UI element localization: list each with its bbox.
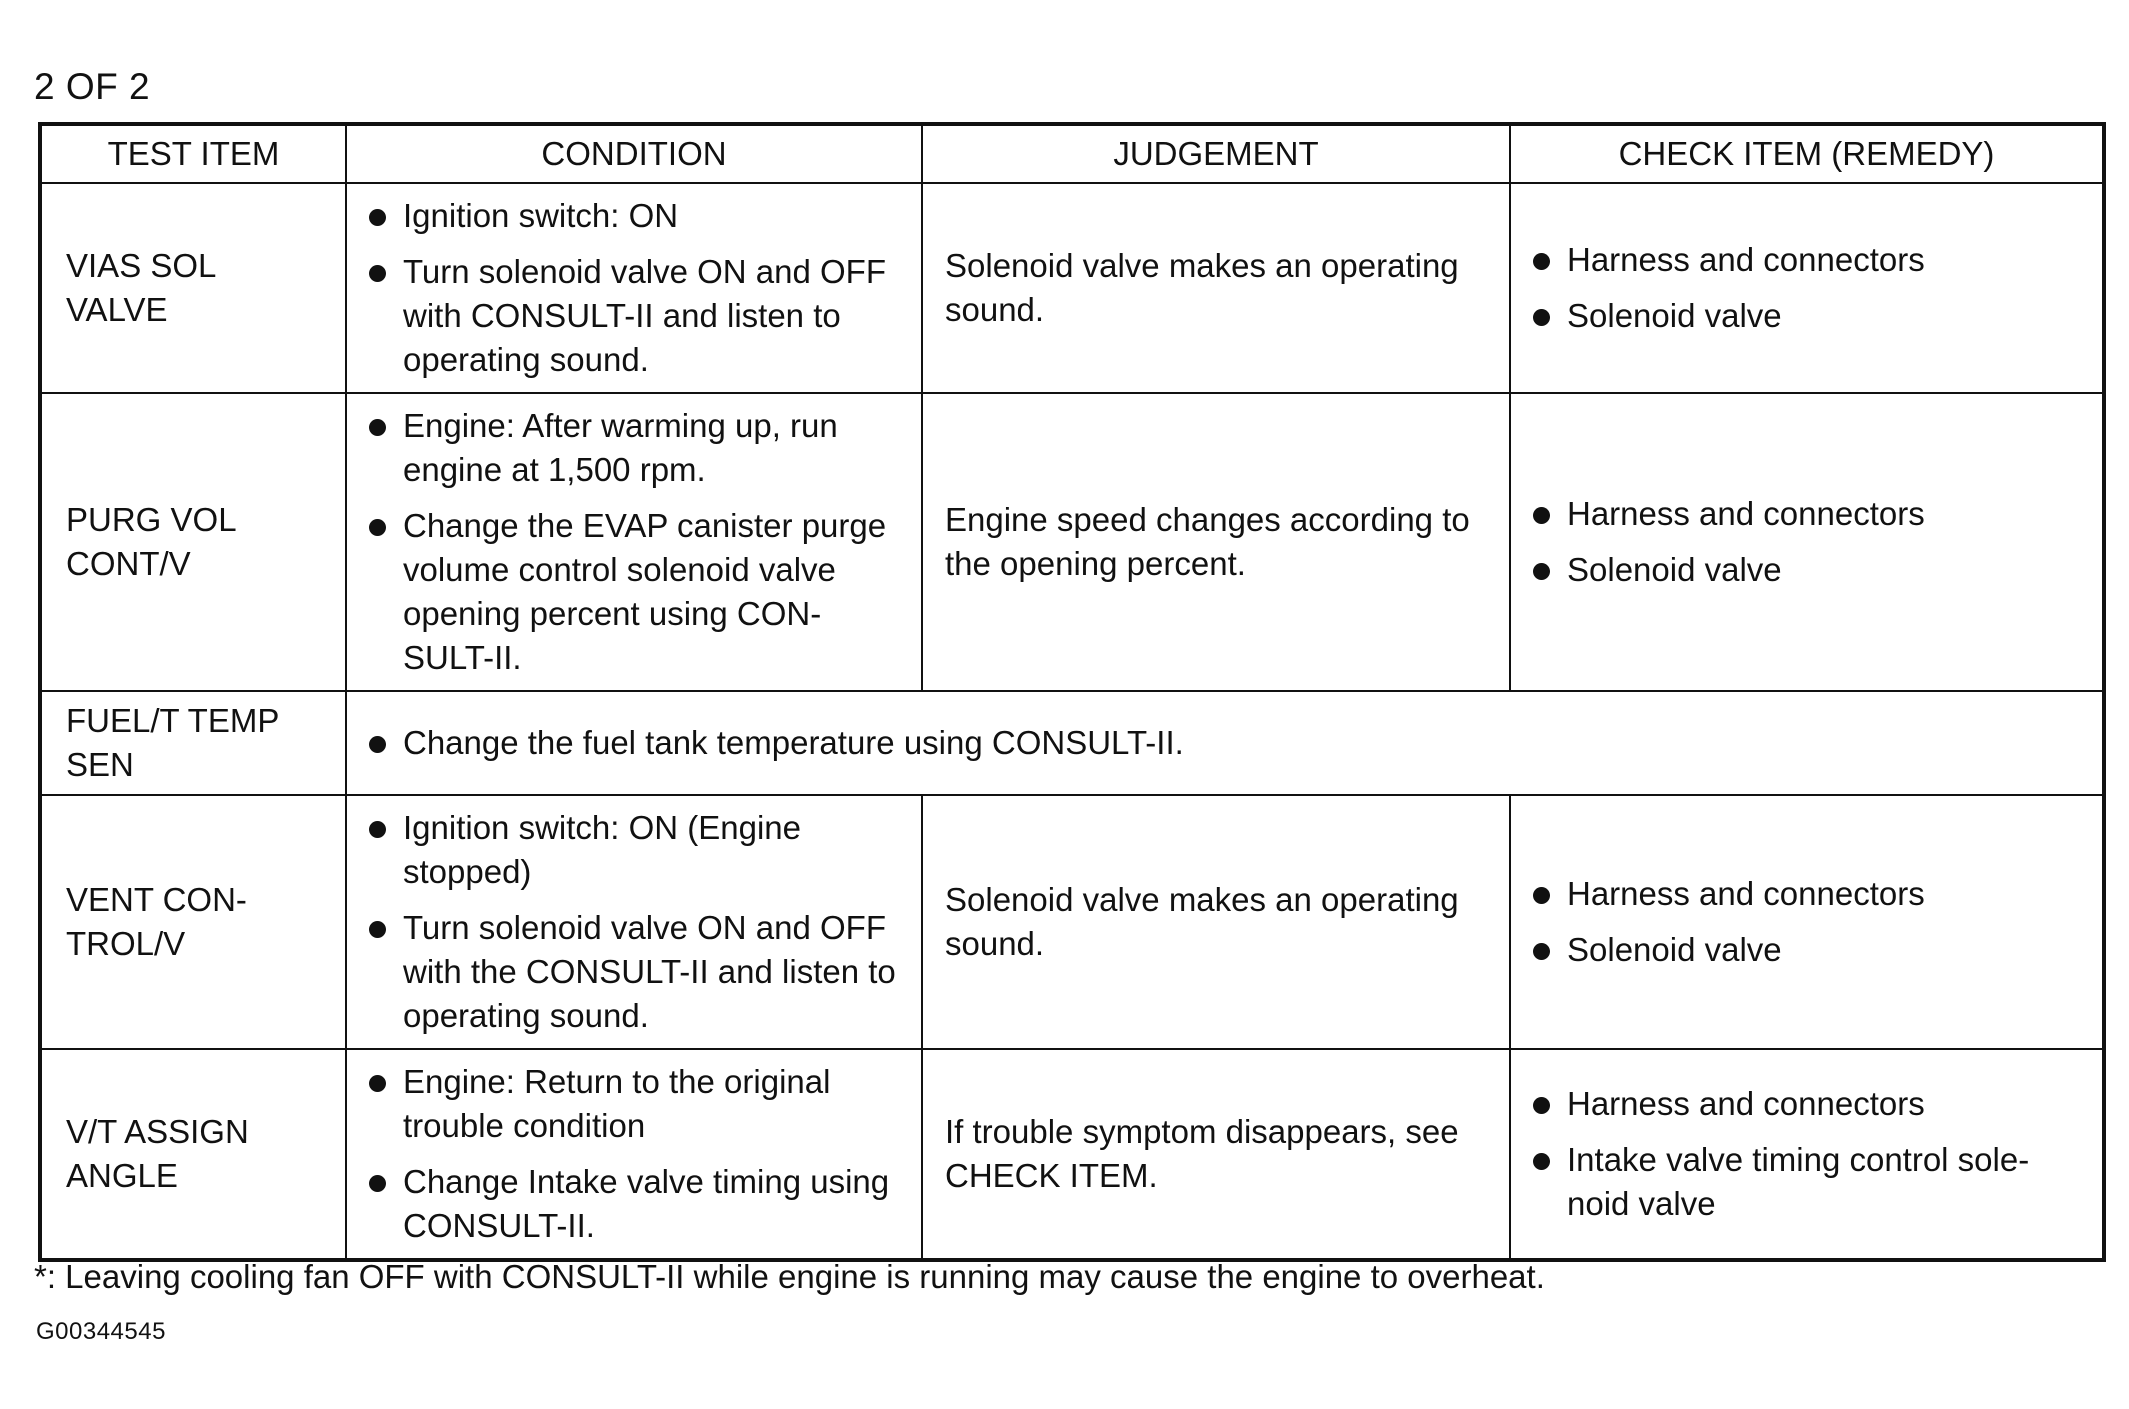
header-test-item: TEST ITEM (40, 124, 346, 183)
condition-bullet: Turn solenoid valve ON and OFF with CONSULT-II and listen to operating sound. (367, 250, 901, 382)
check-item-cell (1510, 795, 2104, 1049)
condition-bullet: Ignition switch: ON (Engine stopped) (367, 806, 901, 894)
condition-cell (346, 393, 922, 691)
table-row (40, 393, 2104, 691)
condition-bullet: Change Intake valve timing using CONSULT-II. (367, 1160, 901, 1248)
condition-cell (346, 183, 922, 393)
page-label: 2 OF 2 (34, 66, 151, 107)
test-item-cell: PURG VOL CONT/V (40, 393, 346, 691)
header-condition: CONDITION (346, 124, 922, 183)
condition-bullet: Turn solenoid valve ON and OFF with the CONSULT-II and listen to operating sound. (367, 906, 901, 1038)
table-row (40, 691, 2104, 795)
condition-cell (346, 1049, 922, 1260)
test-item-cell: FUEL/T TEMP SEN (40, 691, 346, 795)
condition-bullet: Change the fuel tank temperature using CONSULT-II. (367, 721, 2082, 765)
condition-bullet: Change the EVAP canister purge volume control solenoid valve opening percent using CON-SULT-II. (367, 504, 901, 680)
table-row (40, 1049, 2104, 1260)
check-bullet: Harness and connectors (1531, 872, 2082, 916)
test-item-table (38, 122, 2106, 1262)
table-row (40, 795, 2104, 1049)
document-id: G00344545 (36, 1318, 166, 1345)
check-bullet: Solenoid valve (1531, 928, 2082, 972)
condition-bullet: Engine: After warming up, run engine at 1,500 rpm. (367, 404, 901, 492)
header-judgement: JUDGEMENT (922, 124, 1510, 183)
judgement-cell: If trouble symptom disappears, see CHECK ITEM. (922, 1049, 1510, 1260)
check-item-cell (1510, 393, 2104, 691)
check-bullet: Solenoid valve (1531, 548, 2082, 592)
header-check-item: CHECK ITEM (REMEDY) (1510, 124, 2104, 183)
condition-bullet: Engine: Return to the original trouble condition (367, 1060, 901, 1148)
condition-cell (346, 795, 922, 1049)
condition-bullet: Ignition switch: ON (367, 194, 901, 238)
check-bullet: Solenoid valve (1531, 294, 2082, 338)
check-item-cell (1510, 183, 2104, 393)
test-item-cell: VIAS SOL VALVE (40, 183, 346, 393)
judgement-cell: Solenoid valve makes an operating sound. (922, 795, 1510, 1049)
check-bullet: Harness and connectors (1531, 238, 2082, 282)
check-bullet: Harness and connectors (1531, 1082, 2082, 1126)
test-item-cell: VENT CON-TROL/V (40, 795, 346, 1049)
condition-cell-full (346, 691, 2104, 795)
check-bullet: Intake valve timing control sole-noid valve (1531, 1138, 2082, 1226)
check-bullet: Harness and connectors (1531, 492, 2082, 536)
table-header-row (40, 124, 2104, 183)
judgement-cell: Engine speed changes according to the opening percent. (922, 393, 1510, 691)
test-item-cell: V/T ASSIGN ANGLE (40, 1049, 346, 1260)
judgement-cell: Solenoid valve makes an operating sound. (922, 183, 1510, 393)
table-row (40, 183, 2104, 393)
footnote: *: Leaving cooling fan OFF with CONSULT-II while engine is running may cause the engine to overheat. (34, 1258, 1545, 1295)
check-item-cell (1510, 1049, 2104, 1260)
